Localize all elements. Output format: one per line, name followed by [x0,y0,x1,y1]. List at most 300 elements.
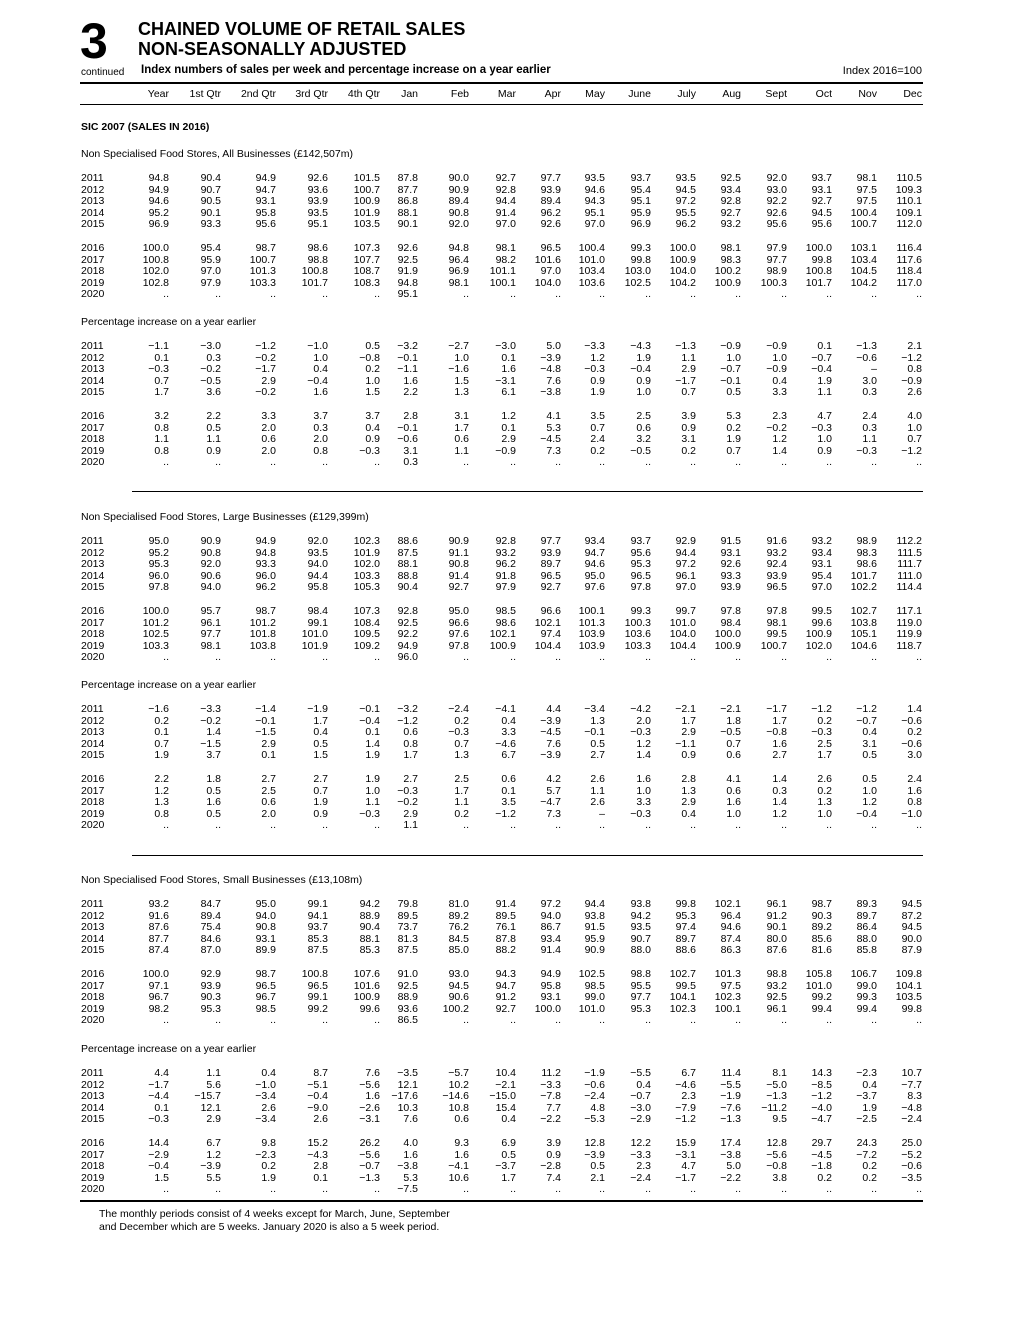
table-cell: 97.7 [766,253,787,266]
table-row [80,364,923,376]
table-cell: 1.6 [907,784,922,797]
table-cell: 92.5 [397,253,418,266]
table-cell: .. [555,1014,561,1026]
table-cell: 10.4 [495,1067,516,1079]
table-cell: 94.7 [495,979,516,992]
table-cell: −2.8 [540,1160,561,1172]
table-cell: 97.7 [630,991,651,1003]
table-cell: −2.5 [856,1113,877,1125]
table-cell: 3.7 [313,410,328,422]
table-cell: −1.7 [255,363,276,375]
table-cell: .. [690,819,696,831]
table-cell: 94.9 [148,183,169,196]
table-cell: .. [599,819,605,831]
table-cell: 88.1 [397,206,418,219]
table-cell: 0.2 [154,714,169,727]
table-cell: 96.4 [720,909,741,922]
table-cell: −0.6 [397,433,418,445]
table-cell: 101.7 [850,569,877,582]
table-cell: 87.4 [720,932,741,945]
row-year: 2016 [81,410,105,422]
table-cell: 2.9 [681,796,696,808]
row-year: 2019 [81,639,105,652]
table-row [80,774,923,786]
table-cell: 1.9 [365,773,380,785]
table-cell: 102.0 [142,265,169,277]
table-cell: 97.8 [720,605,741,617]
index-table-block [80,606,923,664]
table-cell: 97.2 [675,558,696,570]
table-cell: 11.4 [721,1067,741,1079]
table-cell: 0.5 [206,421,221,434]
table-cell: −0.1 [359,703,380,715]
table-cell: 100.7 [760,639,787,652]
table-cell: 90.9 [448,183,469,196]
table-cell: −0.9 [766,363,787,375]
table-cell: 1.5 [454,374,469,387]
table-cell: 1.4 [636,749,651,761]
table-cell: 3.2 [636,433,651,445]
column-header: June [628,88,651,100]
row-year: 2018 [81,433,105,445]
table-cell: 2.7 [590,749,605,761]
table-cell: −3.9 [540,351,561,364]
table-cell: 92.8 [495,535,516,547]
table-cell: −5.6 [359,1078,380,1091]
table-cell: 97.0 [675,581,696,593]
table-cell: 4.2 [546,773,561,785]
table-cell: 88.9 [397,991,418,1003]
table-cell: 1.0 [817,807,832,820]
table-cell: 97.8 [148,581,169,593]
footnote [99,1208,450,1233]
table-cell: −0.3 [811,726,832,738]
table-cell: 2.8 [681,773,696,785]
table-cell: .. [826,1183,832,1195]
table-cell: 103.8 [249,639,276,652]
table-cell: .. [916,651,922,663]
table-cell: −0.4 [856,807,877,820]
table-cell: .. [871,819,877,831]
table-cell: 1.6 [636,773,651,785]
row-year: 2013 [81,558,105,570]
table-cell: −4.4 [148,1090,169,1102]
table-cell: 2.8 [313,1160,328,1172]
table-cell: 92.6 [766,206,787,219]
table-cell: 10.8 [448,1101,469,1114]
table-row [80,559,923,571]
table-cell: 1.7 [403,749,418,761]
table-cell: 0.7 [726,444,741,457]
table-cell: 100.0 [142,968,169,980]
table-cell: −8.5 [811,1078,832,1091]
table-cell: 95.1 [397,288,418,300]
table-cell: 7.3 [546,444,561,457]
table-cell: 94.5 [811,206,832,219]
table-cell: 1.9 [726,433,741,445]
table-row [80,446,923,458]
table-cell: 98.5 [495,605,516,617]
table-cell: 93.9 [766,569,787,582]
table-row [80,820,923,832]
table-cell: 92.8 [495,183,516,196]
row-year: 2014 [81,569,105,582]
index-table-block [80,899,923,957]
table-cell: 109.5 [353,628,380,640]
table-cell: 100.8 [301,968,328,980]
table-cell: 3.1 [454,410,469,422]
table-cell: −2.9 [630,1113,651,1125]
table-cell: 2.6 [590,773,605,785]
table-cell: .. [463,1183,469,1195]
table-cell: −2.6 [359,1101,380,1114]
table-cell: 98.2 [495,253,516,266]
table-cell: 96.5 [766,581,787,593]
table-row [80,434,923,446]
table-cell: 86.4 [856,921,877,933]
table-cell: 97.0 [811,581,832,593]
table-row [80,341,923,353]
table-cell: 102.0 [805,639,832,652]
table-cell: 88.0 [856,932,877,945]
table-cell: 101.6 [534,253,561,266]
table-cell: 90.8 [448,206,469,219]
table-cell: 96.0 [255,569,276,582]
table-cell: −1.0 [255,1078,276,1091]
table-cell: .. [555,819,561,831]
table-cell: −0.4 [359,714,380,727]
table-cell: 0.4 [313,363,328,375]
table-cell: −1.1 [397,363,418,375]
row-year: 2012 [81,1078,105,1091]
table-cell: 96.1 [766,1002,787,1015]
table-cell: 97.0 [584,218,605,230]
table-cell: −7.9 [675,1101,696,1114]
table-cell: 85.6 [811,932,832,945]
table-cell: .. [916,1014,922,1026]
table-cell: 97.5 [856,183,877,196]
table-cell: .. [270,288,276,300]
table-cell: 81.6 [811,944,832,956]
row-year: 2017 [81,421,105,434]
table-row [80,750,923,762]
table-cell: 1.6 [403,374,418,387]
table-cell: 15.2 [307,1137,328,1149]
table-cell: 81.0 [448,898,469,910]
table-cell: 1.1 [365,796,380,808]
table-cell: 92.6 [720,558,741,570]
row-year: 2020 [81,456,105,468]
table-cell: 98.9 [766,265,787,277]
table-cell: 93.4 [811,546,832,559]
table-cell: 86.3 [720,944,741,956]
table-cell: −4.3 [630,340,651,352]
table-cell: −14.6 [442,1090,469,1102]
table-cell: 0.2 [862,1171,877,1184]
table-cell: 92.7 [495,172,516,184]
table-cell: 1.1 [817,386,832,398]
table-cell: −7.8 [540,1090,561,1102]
table-row [80,641,923,653]
table-cell: 86.8 [397,195,418,207]
table-cell: .. [270,651,276,663]
table-cell: 101.9 [301,639,328,652]
table-cell: .. [163,456,169,468]
table-row [80,387,923,399]
table-cell: .. [781,288,787,300]
table-cell: 95.4 [200,242,221,254]
table-cell: 95.8 [307,581,328,593]
table-cell: 10.3 [397,1101,418,1114]
table-cell: 90.0 [448,172,469,184]
table-cell: 101.3 [714,968,741,980]
table-cell: 1.7 [817,749,832,761]
table-cell: .. [215,1183,221,1195]
table-row [80,457,923,469]
table-cell: 96.7 [255,991,276,1003]
table-cell: 98.1 [495,242,516,254]
table-cell: 1.0 [636,784,651,797]
section-title: Non Specialised Food Stores, All Businesses (£142,507m) [81,148,353,160]
table-cell: 91.6 [766,535,787,547]
table-cell: 88.8 [397,569,418,582]
table-cell: .. [916,456,922,468]
table-cell: 0.2 [261,1160,276,1172]
table-cell: 93.9 [720,581,741,593]
table-cell: 93.2 [720,218,741,230]
table-cell: 1.5 [313,749,328,761]
table-cell: 87.6 [766,944,787,956]
table-cell: 79.8 [397,898,418,910]
table-cell: 0.4 [681,807,696,820]
row-year: 2020 [81,288,105,300]
row-year: 2020 [81,819,105,831]
row-year: 2013 [81,1090,105,1102]
table-cell: −3.7 [495,1160,516,1172]
table-cell: 89.2 [448,909,469,922]
table-cell: 95.6 [630,546,651,559]
table-cell: 0.6 [403,726,418,738]
table-cell: −0.3 [856,444,877,457]
table-cell: 97.0 [495,218,516,230]
table-cell: 93.7 [811,172,832,184]
table-cell: 0.3 [403,456,418,468]
table-cell: 95.1 [584,206,605,219]
row-year: 2012 [81,546,105,559]
table-cell: 111.0 [897,569,922,582]
table-cell: 9.5 [772,1113,787,1125]
table-row [80,1138,923,1150]
table-cell: 6.7 [206,1137,221,1149]
table-row [80,1184,923,1196]
table-cell: 104.1 [669,991,696,1003]
table-cell: 1.0 [772,351,787,364]
table-cell: 100.2 [714,265,741,277]
table-cell: 3.7 [206,749,221,761]
table-cell: 0.1 [154,1101,169,1114]
table-cell: 0.3 [772,784,787,797]
table-cell: 98.3 [720,253,741,266]
table-cell: 0.5 [365,340,380,352]
table-cell: 105.1 [850,628,877,640]
table-cell: 101.2 [142,616,169,629]
table-cell: −0.4 [307,374,328,387]
table-cell: 12.1 [200,1101,221,1114]
table-cell: −0.3 [148,363,169,375]
table-cell: 2.5 [817,737,832,750]
table-cell: .. [215,1014,221,1026]
table-cell: 0.8 [403,737,418,750]
table-cell: 2.9 [681,363,696,375]
table-cell: .. [322,1014,328,1026]
table-cell: 94.4 [584,898,605,910]
table-cell: 101.0 [578,1002,605,1015]
table-cell: 101.3 [578,616,605,629]
table-cell: .. [510,651,516,663]
table-cell: −0.7 [720,363,741,375]
table-cell: 1.1 [154,433,169,445]
table-cell: 2.7 [772,749,787,761]
table-cell: .. [645,456,651,468]
table-cell: 93.1 [720,546,741,559]
table-cell: 94.7 [584,546,605,559]
table-cell: 93.1 [255,195,276,207]
table-cell: 94.4 [495,195,516,207]
table-cell: −5.0 [766,1078,787,1091]
table-cell: 100.0 [142,605,169,617]
table-cell: 100.7 [249,253,276,266]
column-header: Mar [497,88,516,100]
table-cell: 97.2 [540,898,561,910]
table-cell: 97.9 [766,242,787,254]
table-row [80,173,923,185]
table-row [80,922,923,934]
continued-label: continued [81,67,125,78]
table-cell: 119.9 [896,628,922,640]
table-cell: −1.2 [255,340,276,352]
table-cell: .. [215,288,221,300]
table-cell: .. [826,1014,832,1026]
table-cell: 99.5 [766,628,787,640]
table-cell: 90.3 [811,909,832,922]
table-cell: 102.8 [142,276,169,289]
table-cell: .. [690,456,696,468]
table-cell: 107.3 [353,605,380,617]
table-cell: 98.2 [148,1002,169,1015]
table-cell: 119.0 [896,616,922,629]
table-cell: 93.8 [630,898,651,910]
table-cell: −1.9 [720,1090,741,1102]
table-cell: 103.9 [578,639,605,652]
table-cell: 97.4 [540,628,561,640]
row-year: 2016 [81,1137,105,1149]
table-cell: −1.9 [584,1067,605,1079]
table-cell: −3.0 [630,1101,651,1114]
table-cell: 91.8 [495,569,516,582]
table-cell: 100.0 [142,242,169,254]
table-cell: 2.2 [403,386,418,398]
table-cell: 94.6 [148,195,169,207]
table-cell: .. [690,1014,696,1026]
row-year: 2018 [81,628,105,640]
table-cell: 3.3 [501,726,516,738]
table-cell: −3.5 [901,1171,922,1184]
table-cell: 2.0 [261,807,276,820]
table-cell: .. [215,456,221,468]
table-cell: 2.1 [907,340,922,352]
table-cell: −2.4 [630,1171,651,1184]
table-cell: 99.4 [856,1002,877,1015]
table-cell: −7.7 [901,1078,922,1091]
row-year: 2017 [81,784,105,797]
table-cell: −0.2 [255,351,276,364]
table-row [80,266,923,278]
table-cell: 0.1 [365,726,380,738]
table-cell: −4.2 [630,703,651,715]
table-cell: −4.8 [540,363,561,375]
table-cell: 103.5 [353,218,380,230]
table-cell: 102.7 [669,968,696,980]
table-row [80,809,923,821]
table-cell: 1.0 [907,421,922,434]
table-cell: −3.3 [584,340,605,352]
table-cell: 103.6 [578,276,605,289]
table-cell: 95.2 [148,546,169,559]
table-cell: 92.7 [495,1002,516,1015]
table-cell: .. [781,1183,787,1195]
table-cell: 100.9 [489,639,516,652]
table-cell: 1.2 [636,737,651,750]
table-cell: −3.0 [495,340,516,352]
row-year: 2014 [81,374,105,387]
table-cell: 12.8 [766,1137,787,1149]
table-cell: 94.9 [397,639,418,652]
table-cell: 96.6 [540,605,561,617]
column-header: Jan [401,88,418,100]
table-cell: 6.1 [501,386,516,398]
table-cell: 95.4 [811,569,832,582]
table-cell: 4.4 [546,703,561,715]
table-cell: 93.8 [584,909,605,922]
table-cell: .. [690,288,696,300]
table-cell: 0.9 [206,444,221,457]
table-cell: 91.9 [397,265,418,277]
table-cell: 98.3 [856,546,877,559]
table-cell: 98.1 [720,242,741,254]
table-cell: 100.7 [353,183,380,196]
table-cell: −2.4 [901,1113,922,1125]
table-cell: 117.6 [896,253,922,266]
table-cell: −4.6 [675,1078,696,1091]
table-cell: −17.6 [391,1090,418,1102]
table-cell: 95.0 [448,605,469,617]
table-cell: 87.5 [397,546,418,559]
pct-table-block [80,1068,923,1126]
table-cell: −1.9 [307,703,328,715]
table-cell: 14.3 [811,1067,832,1079]
table-cell: 2.2 [206,410,221,422]
table-cell: 100.7 [850,218,877,230]
table-cell: 87.5 [307,944,328,956]
row-year: 2013 [81,363,105,375]
table-cell: 0.7 [454,737,469,750]
table-cell: −0.4 [307,1090,328,1102]
table-cell: .. [322,819,328,831]
table-cell: 94.3 [495,968,516,980]
column-header: July [677,88,696,100]
table-cell: 84.7 [200,898,221,910]
table-cell: 107.7 [353,253,380,266]
